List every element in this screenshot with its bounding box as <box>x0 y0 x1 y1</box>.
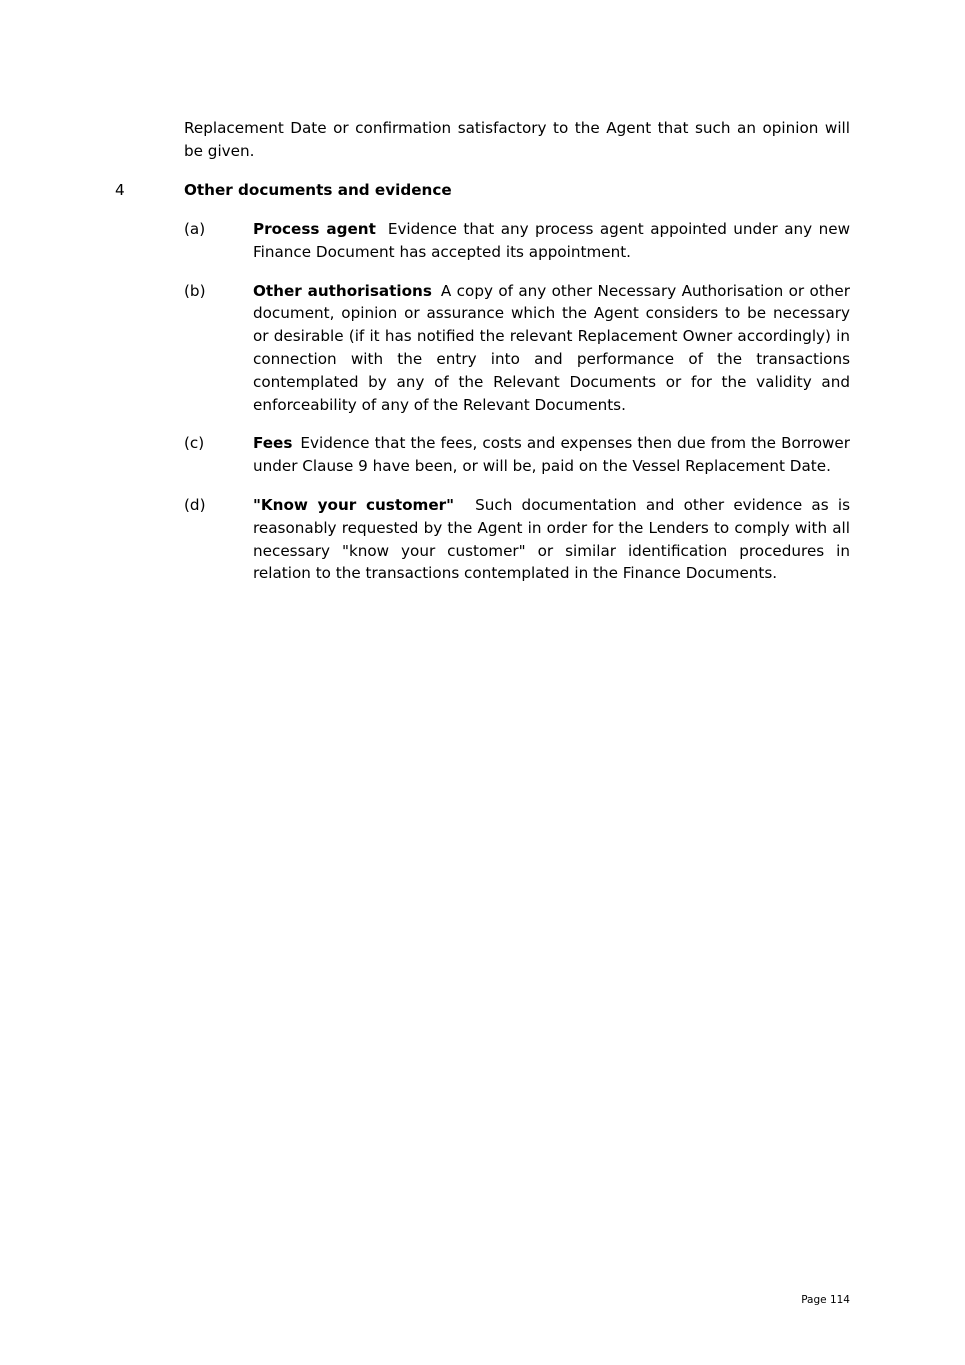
item-body: Evidence that the fees, costs and expenses then due from the Borrower under Clause 9 have been, or will be, paid on the Vessel Replacement Date. <box>253 434 850 476</box>
item-title: Other authorisations <box>253 281 432 300</box>
section-title: Other documents and evidence <box>184 181 452 199</box>
clause-item-other-authorisations <box>184 280 850 417</box>
section-number: 4 <box>115 181 125 199</box>
clause-item-fees <box>184 432 850 478</box>
item-text <box>253 280 850 417</box>
item-label: (b) <box>184 281 206 300</box>
item-text <box>253 432 850 478</box>
item-title: Fees <box>253 434 293 453</box>
item-label: (d) <box>184 495 206 514</box>
item-body: A copy of any other Necessary Authorisation or other document, opinion or assurance which the Agent considers to be necessary or desirable (if it has notified the relevant Replacement Owner accordingly) in connection with the entry into and performance of the transactions contemplated by any of the Relevant Documents or for the validity and enforceability of any of the Relevant Documents. <box>253 281 850 414</box>
item-label: (a) <box>184 220 206 238</box>
section-heading <box>115 179 850 202</box>
item-label: (c) <box>184 434 205 453</box>
clause-list <box>184 218 850 601</box>
page-number: Page 114 <box>801 1294 850 1306</box>
item-text <box>253 494 850 585</box>
item-body: Such documentation and other evidence as is reasonably requested by the Agent in order for the Lenders to comply with all necessary "know your customer" or similar identification procedures in relation to the transactions contemplated in the Finance Documents. <box>253 495 851 583</box>
item-text <box>253 218 850 264</box>
item-title: "Know your customer" <box>253 495 455 514</box>
clause-item-know-your-customer <box>184 494 850 585</box>
clause-item-process-agent <box>184 218 850 264</box>
continuation-paragraph: Replacement Date or confirmation satisfactory to the Agent that such an opinion will be given. <box>184 119 850 160</box>
item-body: Evidence that any process agent appointed under any new Finance Document has accepted its appointment. <box>253 220 850 261</box>
item-title: Process agent <box>253 220 376 238</box>
